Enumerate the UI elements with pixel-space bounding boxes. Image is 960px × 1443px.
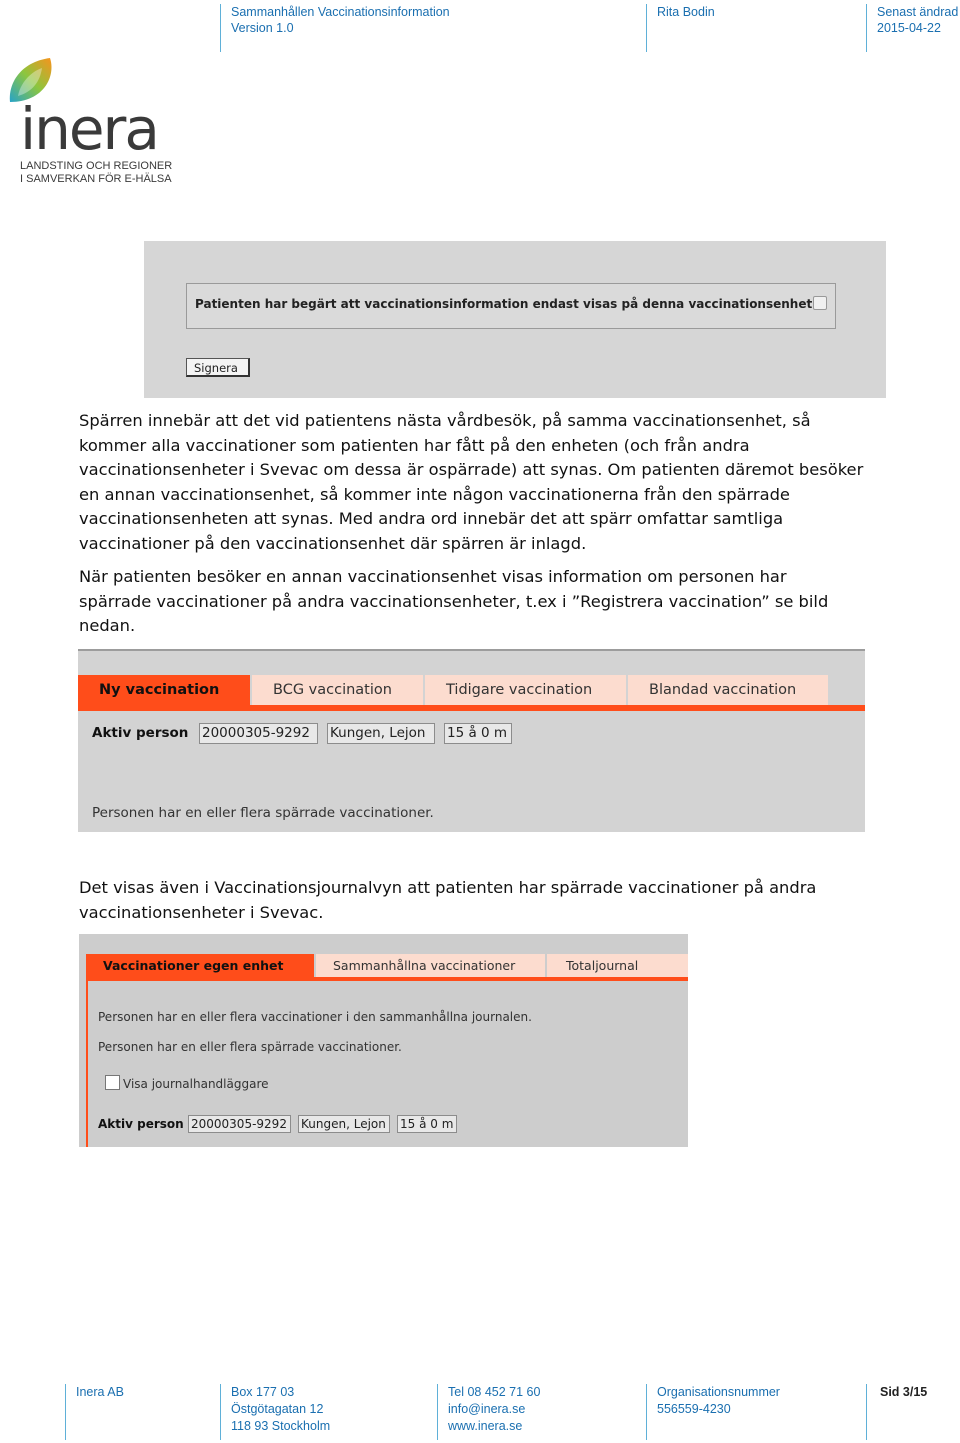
paragraph-journal-view bbox=[79, 876, 879, 925]
active-person-label: Aktiv person bbox=[92, 725, 189, 741]
show-journal-handler-label: Visa journalhandläggare bbox=[123, 1077, 269, 1091]
paragraph-line: vaccinationsenheter i Svevac om dessa är ospärrade) att synas. Om patienten däremot besöker bbox=[79, 460, 864, 479]
paragraph-line: vaccinationer på den vaccinationsenhet där spärren är inlagd. bbox=[79, 533, 587, 553]
person-age-field: 15 å 0 m bbox=[444, 723, 512, 744]
footer-address-line: Box 177 03 bbox=[231, 1385, 295, 1399]
vaccination-tabs bbox=[78, 675, 865, 711]
paragraph-line: en annan vaccinationsenhet, så kommer inte någon vaccinationerna från den spärrade bbox=[79, 484, 790, 504]
logo-subtitle-line1: LANDSTING OCH REGIONER bbox=[20, 160, 173, 172]
journal-tabs bbox=[86, 954, 688, 981]
logo-subtitle bbox=[20, 160, 172, 186]
paragraph-lock-effect bbox=[79, 409, 879, 556]
header-author-block bbox=[646, 4, 715, 52]
footer-web[interactable]: www.inera.se bbox=[448, 1419, 523, 1433]
footer-company-name: Inera AB bbox=[76, 1385, 124, 1399]
lock-checkbox[interactable] bbox=[813, 296, 827, 310]
last-changed-date: 2015-04-22 bbox=[877, 21, 941, 35]
footer-org-label: Organisationsnummer bbox=[657, 1385, 780, 1399]
footer-contact bbox=[437, 1384, 540, 1440]
logo-wordmark: inera bbox=[20, 95, 158, 163]
header-date-block bbox=[866, 4, 958, 52]
footer-email[interactable]: info@inera.se bbox=[448, 1402, 526, 1416]
screenshot-register-vaccination bbox=[78, 649, 865, 832]
lock-checkbox-row bbox=[186, 283, 836, 329]
footer-address-line: Östgötagatan 12 bbox=[231, 1402, 324, 1416]
locked-vaccinations-message: Personen har en eller flera spärrade vaccinationer. bbox=[92, 805, 434, 821]
document-version: Version 1.0 bbox=[231, 21, 294, 35]
sign-button[interactable]: Signera bbox=[186, 358, 250, 377]
footer-address-line: 118 93 Stockholm bbox=[231, 1419, 331, 1433]
document-title: Sammanhållen Vaccinationsinformation bbox=[231, 5, 450, 19]
footer-address bbox=[220, 1384, 330, 1440]
header-title-block bbox=[220, 4, 450, 52]
active-person-label: Aktiv person bbox=[98, 1117, 184, 1131]
paragraph-line: Spärren innebär att det vid patientens nästa vårdbesök, på samma vaccinationsenhet, så bbox=[79, 411, 811, 430]
paragraph-line: vaccinationsenheter i Svevac. bbox=[79, 902, 324, 922]
person-id-field: 20000305-9292 bbox=[199, 723, 318, 744]
footer-org-number: 556559-4230 bbox=[657, 1402, 731, 1416]
tab-sammanhallna-vaccinationer[interactable]: Sammanhållna vaccinationer bbox=[316, 954, 545, 977]
footer-phone: Tel 08 452 71 60 bbox=[448, 1385, 541, 1399]
shared-journal-message: Personen har en eller flera vaccinationer i den sammanhållna journalen. bbox=[98, 1010, 532, 1024]
footer-org bbox=[646, 1384, 780, 1440]
paragraph-line: När patienten besöker en annan vaccinationsenhet visas information om personen har bbox=[79, 567, 787, 586]
show-journal-handler-checkbox[interactable] bbox=[105, 1075, 120, 1090]
tab-totaljournal[interactable]: Totaljournal bbox=[547, 954, 688, 977]
tab-bcg-vaccination[interactable]: BCG vaccination bbox=[252, 675, 423, 705]
paragraph-other-unit bbox=[79, 565, 879, 639]
tab-vaccinationer-egen-enhet[interactable]: Vaccinationer egen enhet bbox=[86, 954, 314, 977]
lock-checkbox-label: Patienten har begärt att vaccinationsinformation endast visas på denna vaccinationsenhet bbox=[195, 297, 813, 311]
paragraph-line: vaccinationsenheten att synas. Med andra ord innebär det att spärr omfattar samtliga bbox=[79, 509, 784, 528]
paragraph-line: spärrade vaccinationer på andra vaccinationsenheter, t.ex i ”Registrera vaccination” se bild bbox=[79, 591, 829, 611]
inera-logo bbox=[6, 56, 176, 186]
footer-company bbox=[65, 1384, 124, 1440]
locked-vaccinations-message: Personen har en eller flera spärrade vaccinationer. bbox=[98, 1040, 402, 1054]
person-id-field: 20000305-9292 bbox=[188, 1115, 291, 1133]
person-name-field: Kungen, Lejon bbox=[298, 1115, 390, 1133]
person-age-field: 15 å 0 m bbox=[397, 1115, 457, 1133]
last-changed-label: Senast ändrad bbox=[877, 5, 959, 19]
paragraph-line: nedan. bbox=[79, 616, 136, 635]
tab-tidigare-vaccination[interactable]: Tidigare vaccination bbox=[425, 675, 626, 705]
paragraph-line: kommer alla vaccinationer som patienten har fått på den enheten (och från andra bbox=[79, 435, 750, 455]
tab-blandad-vaccination[interactable]: Blandad vaccination bbox=[628, 675, 828, 705]
paragraph-line: Det visas även i Vaccinationsjournalvyn att patienten har spärrade vaccinationer på andra bbox=[79, 878, 817, 897]
screenshot-vaccination-journal bbox=[79, 934, 688, 1147]
page-number: Sid 3/15 bbox=[866, 1384, 927, 1440]
logo-subtitle-line2: I SAMVERKAN FÖR E-HÄLSA bbox=[20, 173, 172, 185]
person-name-field: Kungen, Lejon bbox=[327, 723, 435, 744]
screenshot-sign-lock bbox=[144, 241, 886, 398]
document-author: Rita Bodin bbox=[657, 5, 715, 19]
tab-ny-vaccination[interactable]: Ny vaccination bbox=[78, 675, 250, 705]
